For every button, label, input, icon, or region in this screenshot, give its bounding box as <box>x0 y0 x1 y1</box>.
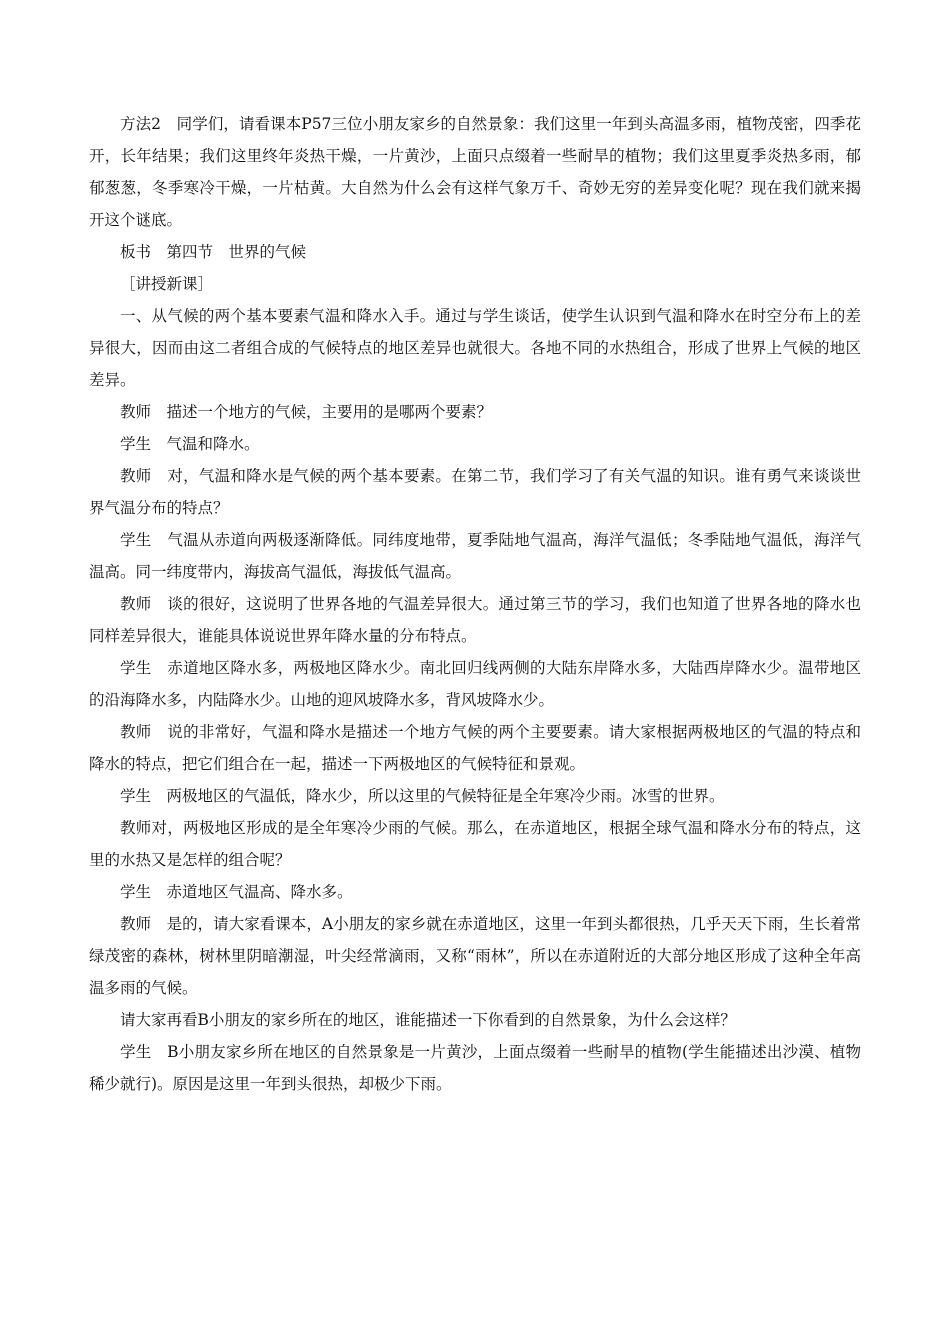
paragraph-blackboard-title: 板书 第四节 世界的气候 <box>120 243 307 261</box>
paragraph-student-answer-2: 学生 气温从赤道向两极逐渐降低。同纬度地带，夏季陆地气温高，海洋气温低；冬季陆地气温低，海洋气温高。同一纬度带内，海拔高气温低，海拔低气温高。 <box>89 531 861 581</box>
paragraph-teacher-question-2: 教师 对，气温和降水是气候的两个基本要素。在第二节，我们学习了有关气温的知识。谁有勇气来谈谈世界气温分布的特点？ <box>89 467 861 517</box>
paragraph-teacher-question-4: 教师 说的非常好，气温和降水是描述一个地方气候的两个主要要素。请大家根据两极地区的气温的特点和降水的特点，把它们组合在一起，描述一下两极地区的气候特征和景观。 <box>89 723 861 773</box>
paragraph-student-answer-5: 学生 赤道地区气温高、降水多。 <box>120 883 353 901</box>
paragraph-student-answer-1: 学生 气温和降水。 <box>120 435 260 453</box>
paragraph-student-answer-4: 学生 两极地区的气温低，降水少，所以这里的气候特征是全年寒冷少雨。冰雪的世界。 <box>120 787 725 805</box>
paragraph-intro-point-one: 一、从气候的两个基本要素气温和降水入手。通过与学生谈话，使学生认识到气温和降水在时空分布上的差异很大，因而由这二者组合成的气候特点的地区差异也就很大。各地不同的水热组合，形成了世界上气候的地区差异。 <box>89 307 861 389</box>
paragraph-method-2: 方法2 同学们，请看课本P57三位小朋友家乡的自然景象：我们这里一年到头高温多雨，植物茂密，四季花开，长年结果；我们这里终年炎热干燥，一片黄沙，上面只点缀着一些耐旱的植物；我们这里夏季炎热多雨，郁郁葱葱，冬季寒冷干燥，一片枯黄。大自然为什么会有这样气象万千、奇妙无穷的差异变化呢？现在我们就来揭开这个谜底。 <box>89 115 861 229</box>
paragraph-teacher-question-6: 请大家再看B小朋友的家乡所在的地区，谁能描述一下你看到的自然景象，为什么会这样？ <box>120 1011 736 1029</box>
paragraph-teacher-explanation: 教师 是的，请大家看课本，A小朋友的家乡就在赤道地区，这里一年到头都很热，几乎天天下雨，生长着常绿茂密的森林，树林里阴暗潮湿，叶尖经常滴雨，又称“雨林”，所以在赤道附近的大部分地区形成了这种全年高温多雨的气候。 <box>89 915 861 997</box>
paragraph-teacher-question-3: 教师 谈的很好，这说明了世界各地的气温差异很大。通过第三节的学习，我们也知道了世界各地的降水也同样差异很大，谁能具体说说世界年降水量的分布特点。 <box>89 595 861 645</box>
paragraph-teacher-question-1: 教师 描述一个地方的气候，主要用的是哪两个要素？ <box>120 403 493 421</box>
paragraph-section-heading: ［讲授新课］ <box>120 275 214 293</box>
paragraph-student-answer-3: 学生 赤道地区降水多，两极地区降水少。南北回归线两侧的大陆东岸降水多，大陆西岸降水少。温带地区的沿海降水多，内陆降水少。山地的迎风坡降水多，背风坡降水少。 <box>89 659 861 709</box>
paragraph-teacher-question-5: 教师对，两极地区形成的是全年寒冷少雨的气候。那么，在赤道地区，根据全球气温和降水分布的特点，这里的水热又是怎样的组合呢？ <box>89 819 861 869</box>
paragraph-student-answer-6: 学生 B小朋友家乡所在地区的自然景象是一片黄沙，上面点缀着一些耐旱的植物(学生能描述出沙漠、植物稀少就行)。原因是这里一年到头很热，却极少下雨。 <box>89 1043 861 1093</box>
document-page <box>89 108 861 1100</box>
